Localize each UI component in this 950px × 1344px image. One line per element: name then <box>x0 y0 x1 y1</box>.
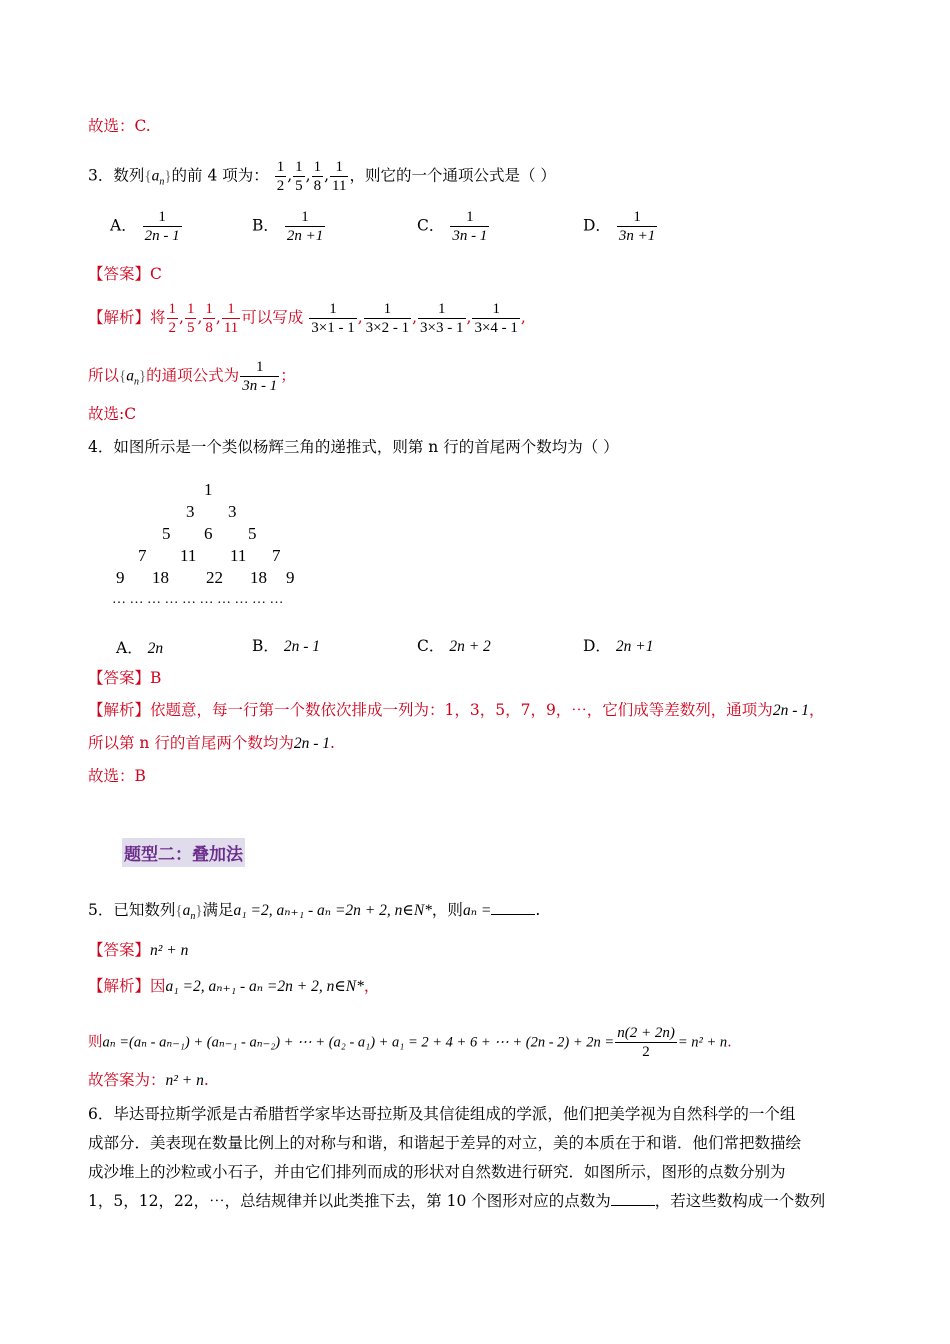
tri-cell: 5 <box>162 524 171 543</box>
q3-answer: 【答案】C <box>88 265 162 283</box>
q3-analysis: 【解析】将 $\frac{1}{2}$ , $\frac{1}{5}$ , $\frac{1}{8}$ , $\frac{1}{11}$ 可以写成 $\frac{1}{3\times 1 - 1}$ , $\frac{1}{3\times 2 - 1}$ , $\frac{1}{3\times 3 - 1}$ , $\frac{1}{3\times 4 - 1}$ , <box>88 301 526 336</box>
q3-term-3: $\frac{1}{8}$ <box>313 159 322 194</box>
tri-cell: 22 <box>206 568 223 587</box>
tri-cell: 11 <box>180 546 197 565</box>
section-title: 题型二：叠加法 <box>122 838 245 867</box>
q4-option-b[interactable]: B． 2n - 1 <box>252 637 320 655</box>
q3-option-a[interactable]: A． $\frac{1}{2n - 1}$ <box>110 209 180 244</box>
q3-option-d[interactable]: D． $\frac{1}{3n +1}$ <box>583 209 656 244</box>
q4-answer: 【答案】B <box>88 669 162 687</box>
q4-option-c[interactable]: C． 2n + 2 <box>417 637 491 655</box>
q5-answer-blank[interactable] <box>491 900 535 915</box>
q3-option-c[interactable]: C． $\frac{1}{3n - 1}$ <box>417 209 488 244</box>
tri-cell: 9 <box>116 568 125 587</box>
q3-term-2: $\frac{1}{5}$ <box>295 159 303 194</box>
q5-stem: 5．已知数列$\{a_n\}$满足a₁ =2, aₙ₊₁ - aₙ =2n + 2, n∈N*，则aₙ = . <box>88 901 541 923</box>
tri-cell: 7 <box>138 546 147 565</box>
q5-analysis: 【解析】因a₁ =2, aₙ₊₁ - aₙ =2n + 2, n∈N*， <box>88 977 380 995</box>
q3-stem: 3．数列$\{a_n\}$的前 4 项为： $\frac{1}{2}$ , $\frac{1}{5}$ , $\frac{1}{8}$ , $\frac{1}{11}$ ，则它的一个通项公式是（ ） <box>88 159 556 194</box>
tri-dots: … … … … … … … … … … <box>112 592 284 607</box>
tri-cell: 5 <box>248 524 257 543</box>
tri-cell: 18 <box>250 568 267 587</box>
q3-term-1: $\frac{1}{2}$ <box>276 159 285 194</box>
tri-cell: 3 <box>186 502 195 521</box>
tri-cell: 3 <box>228 502 237 521</box>
q4-analysis-1: 【解析】依题意，每一行第一个数依次排成一列为：1，3，5，7，9，⋯，它们成等差数列，通项为2n - 1， <box>88 701 825 719</box>
q4-option-a[interactable]: A． 2n <box>116 639 164 657</box>
q2-choice: 故选：C. <box>88 117 151 135</box>
q4-choice: 故选：B <box>88 767 146 785</box>
q5-final-answer: 故答案为：n² + n. <box>88 1071 209 1089</box>
q6-answer-blank[interactable] <box>611 1191 655 1206</box>
tri-cell: 6 <box>204 524 213 543</box>
tri-cell: 7 <box>272 546 281 565</box>
q6-stem: 6．毕达哥拉斯学派是古希腊哲学家毕达哥拉斯及其信徒组成的学派，他们把美学视为自然科学的一个组 成部分．美表现在数量比例上的对称与和谐，和谐起于差异的对立，美的本质在于和谐．他们常把数描绘 成沙堆上的沙粒或小石子，并由它们排列而成的形状对自然数进行研究．如图所示，图形的点数分别为 1，5，12，22，⋯，总结规律并以此类推下去，第 10 个图形对应的点数为 ，若这些数构成一个数列 <box>88 1105 826 1210</box>
q3-option-b[interactable]: B． $\frac{1}{2n +1}$ <box>252 209 324 244</box>
q3-term-4: $\frac{1}{11}$ <box>332 159 347 194</box>
q5-answer: 【答案】n² + n <box>88 941 189 959</box>
tri-cell: 9 <box>286 568 295 587</box>
q4-analysis-2: 所以第 n 行的首尾两个数均为2n - 1. <box>88 734 335 752</box>
q4-option-d[interactable]: D． 2n +1 <box>583 637 654 655</box>
q5-derivation: 则aₙ =(aₙ - aₙ₋₁) + (aₙ₋₁ - aₙ₋₂) + ⋯ + (a₂ - a₁) + a₁ = 2 + 4 + 6 + ⋯ + (2n - 2) + 2n = $\frac{n(2 + 2n)}{2}$ = n² + n. <box>88 1025 732 1060</box>
q3-general-term: 所以$\{a_n\}$的通项公式为 $\frac{1}{3n - 1}$ ； <box>88 359 296 394</box>
tri-cell: 11 <box>230 546 247 565</box>
q3-choice: 故选:C <box>88 405 137 423</box>
q4-stem: 4．如图所示是一个类似杨辉三角的递推式，则第 n 行的首尾两个数均为（ ） <box>88 438 619 456</box>
tri-cell: 18 <box>152 568 169 587</box>
tri-cell: 1 <box>204 480 213 499</box>
